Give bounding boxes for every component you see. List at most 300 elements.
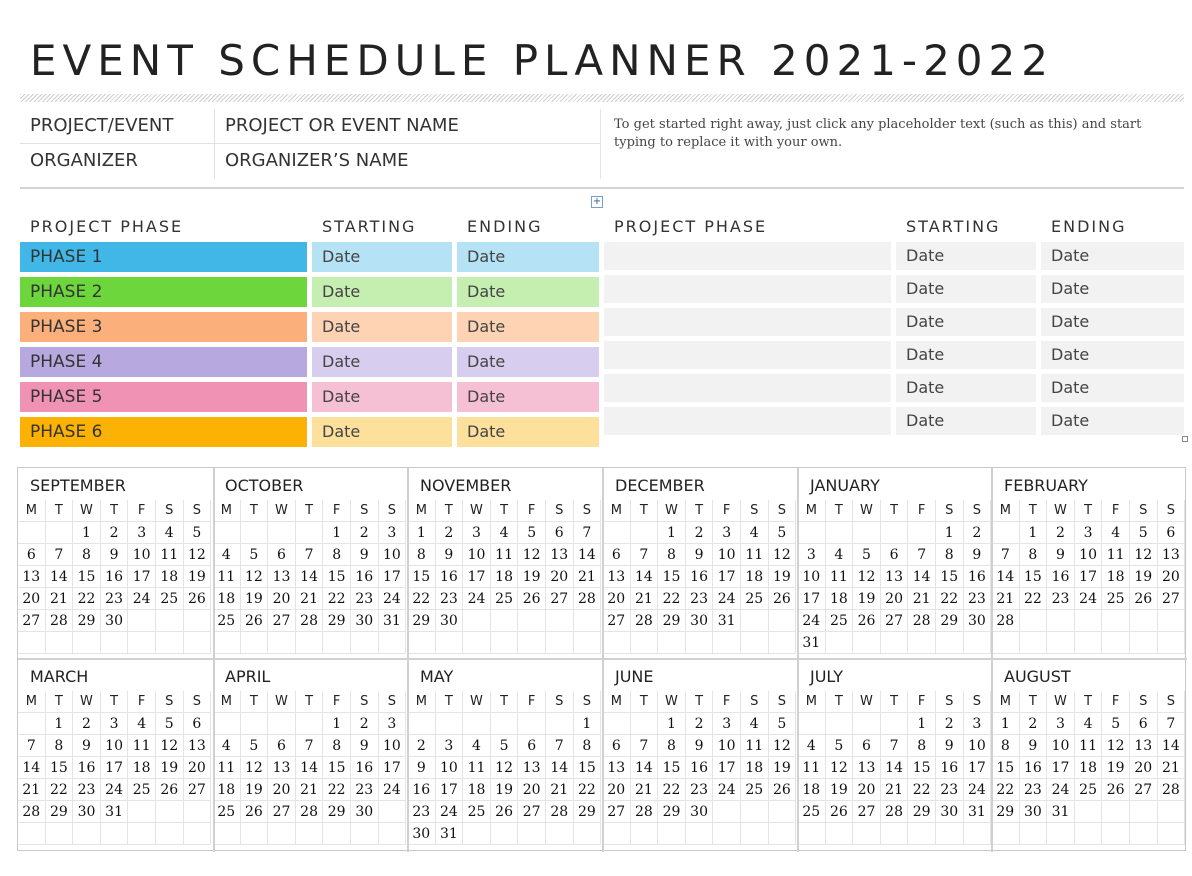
day-cell[interactable]: 11 — [798, 757, 826, 779]
day-cell[interactable]: 9 — [686, 544, 714, 566]
organizer-name-field[interactable]: ORGANIZER’S NAME — [225, 150, 409, 171]
day-cell[interactable]: 9 — [1020, 735, 1048, 757]
day-cell[interactable]: 10 — [436, 757, 464, 779]
left_table-row-4-start[interactable]: Date — [312, 347, 452, 377]
empty-day-cell[interactable] — [491, 823, 519, 845]
day-cell[interactable]: 26 — [491, 801, 519, 823]
day-cell[interactable]: 9 — [964, 544, 992, 566]
day-cell[interactable]: 22 — [46, 779, 74, 801]
day-cell[interactable]: 19 — [156, 757, 184, 779]
day-cell[interactable]: 21 — [631, 588, 659, 610]
empty-day-cell[interactable] — [128, 823, 156, 845]
day-cell[interactable]: 21 — [574, 566, 602, 588]
empty-day-cell[interactable] — [46, 522, 74, 544]
day-cell[interactable]: 6 — [268, 544, 296, 566]
project-name-field[interactable]: PROJECT OR EVENT NAME — [225, 115, 459, 136]
day-cell[interactable]: 30 — [408, 823, 436, 845]
day-cell[interactable]: 4 — [1075, 713, 1103, 735]
day-cell[interactable]: 21 — [296, 588, 324, 610]
empty-day-cell[interactable] — [184, 610, 212, 632]
day-cell[interactable]: 29 — [658, 801, 686, 823]
empty-day-cell[interactable] — [964, 632, 992, 654]
empty-day-cell[interactable] — [268, 632, 296, 654]
day-cell[interactable]: 26 — [826, 801, 854, 823]
day-cell[interactable]: 26 — [853, 610, 881, 632]
empty-day-cell[interactable] — [1130, 632, 1158, 654]
empty-day-cell[interactable] — [491, 632, 519, 654]
day-cell[interactable]: 7 — [992, 544, 1020, 566]
day-cell[interactable]: 22 — [408, 588, 436, 610]
day-cell[interactable]: 25 — [741, 588, 769, 610]
empty-day-cell[interactable] — [18, 522, 46, 544]
day-cell[interactable]: 1 — [936, 522, 964, 544]
empty-day-cell[interactable] — [156, 801, 184, 823]
day-cell[interactable]: 17 — [964, 757, 992, 779]
day-cell[interactable]: 16 — [1020, 757, 1048, 779]
day-cell[interactable]: 6 — [518, 735, 546, 757]
day-cell[interactable]: 20 — [268, 779, 296, 801]
right_table-row-2-start[interactable]: Date — [896, 275, 1036, 303]
day-cell[interactable]: 20 — [546, 566, 574, 588]
empty-day-cell[interactable] — [213, 823, 241, 845]
day-cell[interactable]: 13 — [546, 544, 574, 566]
left_table-row-6-start[interactable]: Date — [312, 417, 452, 447]
day-cell[interactable]: 7 — [18, 735, 46, 757]
day-cell[interactable]: 16 — [101, 566, 129, 588]
day-cell[interactable]: 18 — [491, 566, 519, 588]
day-cell[interactable]: 16 — [408, 779, 436, 801]
day-cell[interactable]: 29 — [992, 801, 1020, 823]
day-cell[interactable]: 7 — [46, 544, 74, 566]
day-cell[interactable]: 2 — [101, 522, 129, 544]
day-cell[interactable]: 1 — [908, 713, 936, 735]
empty-day-cell[interactable] — [713, 632, 741, 654]
empty-day-cell[interactable] — [518, 632, 546, 654]
day-cell[interactable]: 18 — [1102, 566, 1130, 588]
empty-day-cell[interactable] — [574, 632, 602, 654]
day-cell[interactable]: 31 — [713, 610, 741, 632]
day-cell[interactable]: 22 — [574, 779, 602, 801]
day-cell[interactable]: 31 — [101, 801, 129, 823]
left_table-row-5-end[interactable]: Date — [457, 382, 599, 412]
empty-day-cell[interactable] — [351, 632, 379, 654]
day-cell[interactable]: 18 — [741, 757, 769, 779]
empty-day-cell[interactable] — [241, 713, 269, 735]
day-cell[interactable]: 8 — [46, 735, 74, 757]
empty-day-cell[interactable] — [658, 823, 686, 845]
day-cell[interactable]: 12 — [184, 544, 212, 566]
day-cell[interactable]: 13 — [1158, 544, 1186, 566]
empty-day-cell[interactable] — [463, 632, 491, 654]
day-cell[interactable]: 2 — [351, 522, 379, 544]
day-cell[interactable]: 5 — [241, 735, 269, 757]
left_table-row-5-phase[interactable]: PHASE 5 — [20, 382, 307, 412]
empty-day-cell[interactable] — [936, 823, 964, 845]
day-cell[interactable]: 4 — [491, 522, 519, 544]
day-cell[interactable]: 5 — [769, 522, 797, 544]
day-cell[interactable]: 18 — [826, 588, 854, 610]
day-cell[interactable]: 14 — [631, 566, 659, 588]
day-cell[interactable]: 9 — [73, 735, 101, 757]
day-cell[interactable]: 9 — [101, 544, 129, 566]
empty-day-cell[interactable] — [798, 713, 826, 735]
day-cell[interactable]: 5 — [769, 713, 797, 735]
day-cell[interactable]: 3 — [436, 735, 464, 757]
day-cell[interactable]: 30 — [436, 610, 464, 632]
right_table-row-4-start[interactable]: Date — [896, 341, 1036, 369]
left_table-row-1-phase[interactable]: PHASE 1 — [20, 242, 307, 272]
day-cell[interactable]: 30 — [351, 610, 379, 632]
day-cell[interactable]: 12 — [853, 566, 881, 588]
day-cell[interactable]: 28 — [546, 801, 574, 823]
day-cell[interactable]: 6 — [18, 544, 46, 566]
day-cell[interactable]: 28 — [296, 610, 324, 632]
day-cell[interactable]: 21 — [881, 779, 909, 801]
empty-day-cell[interactable] — [769, 801, 797, 823]
day-cell[interactable]: 7 — [908, 544, 936, 566]
empty-day-cell[interactable] — [853, 823, 881, 845]
empty-day-cell[interactable] — [881, 823, 909, 845]
right_table-row-5-phase[interactable] — [604, 374, 891, 402]
day-cell[interactable]: 10 — [1075, 544, 1103, 566]
day-cell[interactable]: 14 — [18, 757, 46, 779]
day-cell[interactable]: 20 — [184, 757, 212, 779]
empty-day-cell[interactable] — [713, 801, 741, 823]
empty-day-cell[interactable] — [1047, 610, 1075, 632]
empty-day-cell[interactable] — [18, 823, 46, 845]
day-cell[interactable]: 19 — [853, 588, 881, 610]
empty-day-cell[interactable] — [1158, 610, 1186, 632]
day-cell[interactable]: 29 — [323, 801, 351, 823]
day-cell[interactable]: 5 — [1102, 713, 1130, 735]
empty-day-cell[interactable] — [379, 632, 407, 654]
right_table-row-6-phase[interactable] — [604, 407, 891, 435]
day-cell[interactable]: 2 — [436, 522, 464, 544]
day-cell[interactable]: 18 — [741, 566, 769, 588]
day-cell[interactable]: 26 — [156, 779, 184, 801]
day-cell[interactable]: 7 — [546, 735, 574, 757]
day-cell[interactable]: 3 — [964, 713, 992, 735]
day-cell[interactable]: 5 — [241, 544, 269, 566]
day-cell[interactable]: 23 — [686, 779, 714, 801]
day-cell[interactable]: 15 — [574, 757, 602, 779]
day-cell[interactable]: 12 — [518, 544, 546, 566]
day-cell[interactable]: 11 — [491, 544, 519, 566]
day-cell[interactable]: 9 — [686, 735, 714, 757]
day-cell[interactable]: 26 — [769, 588, 797, 610]
empty-day-cell[interactable] — [351, 823, 379, 845]
day-cell[interactable]: 27 — [881, 610, 909, 632]
day-cell[interactable]: 2 — [1020, 713, 1048, 735]
day-cell[interactable]: 13 — [268, 566, 296, 588]
empty-day-cell[interactable] — [128, 632, 156, 654]
empty-day-cell[interactable] — [741, 632, 769, 654]
empty-day-cell[interactable] — [798, 823, 826, 845]
empty-day-cell[interactable] — [686, 823, 714, 845]
day-cell[interactable]: 5 — [491, 735, 519, 757]
day-cell[interactable]: 12 — [1102, 735, 1130, 757]
day-cell[interactable]: 25 — [741, 779, 769, 801]
day-cell[interactable]: 21 — [908, 588, 936, 610]
empty-day-cell[interactable] — [992, 522, 1020, 544]
empty-day-cell[interactable] — [658, 632, 686, 654]
day-cell[interactable]: 21 — [296, 779, 324, 801]
empty-day-cell[interactable] — [964, 823, 992, 845]
day-cell[interactable]: 6 — [881, 544, 909, 566]
empty-day-cell[interactable] — [603, 823, 631, 845]
day-cell[interactable]: 23 — [936, 779, 964, 801]
day-cell[interactable]: 28 — [18, 801, 46, 823]
day-cell[interactable]: 2 — [1047, 522, 1075, 544]
empty-day-cell[interactable] — [908, 522, 936, 544]
day-cell[interactable]: 30 — [101, 610, 129, 632]
day-cell[interactable]: 26 — [184, 588, 212, 610]
day-cell[interactable]: 8 — [574, 735, 602, 757]
empty-day-cell[interactable] — [1047, 632, 1075, 654]
empty-day-cell[interactable] — [1075, 823, 1103, 845]
day-cell[interactable]: 14 — [908, 566, 936, 588]
day-cell[interactable]: 2 — [686, 713, 714, 735]
day-cell[interactable]: 29 — [73, 610, 101, 632]
empty-day-cell[interactable] — [73, 823, 101, 845]
day-cell[interactable]: 25 — [798, 801, 826, 823]
day-cell[interactable]: 6 — [1130, 713, 1158, 735]
empty-day-cell[interactable] — [686, 632, 714, 654]
day-cell[interactable]: 31 — [436, 823, 464, 845]
day-cell[interactable]: 8 — [936, 544, 964, 566]
empty-day-cell[interactable] — [603, 522, 631, 544]
day-cell[interactable]: 7 — [631, 735, 659, 757]
day-cell[interactable]: 8 — [1020, 544, 1048, 566]
empty-day-cell[interactable] — [436, 632, 464, 654]
day-cell[interactable]: 20 — [1158, 566, 1186, 588]
empty-day-cell[interactable] — [463, 823, 491, 845]
day-cell[interactable]: 12 — [156, 735, 184, 757]
day-cell[interactable]: 30 — [686, 801, 714, 823]
right_table-row-4-phase[interactable] — [604, 341, 891, 369]
day-cell[interactable]: 20 — [853, 779, 881, 801]
day-cell[interactable]: 15 — [658, 566, 686, 588]
day-cell[interactable]: 4 — [213, 735, 241, 757]
day-cell[interactable]: 5 — [518, 522, 546, 544]
day-cell[interactable]: 16 — [1047, 566, 1075, 588]
day-cell[interactable]: 22 — [908, 779, 936, 801]
day-cell[interactable]: 21 — [1158, 757, 1186, 779]
day-cell[interactable]: 2 — [408, 735, 436, 757]
day-cell[interactable]: 17 — [713, 566, 741, 588]
empty-day-cell[interactable] — [518, 713, 546, 735]
right_table-row-3-start[interactable]: Date — [896, 308, 1036, 336]
day-cell[interactable]: 9 — [351, 735, 379, 757]
day-cell[interactable]: 10 — [101, 735, 129, 757]
day-cell[interactable]: 1 — [73, 522, 101, 544]
day-cell[interactable]: 18 — [156, 566, 184, 588]
day-cell[interactable]: 22 — [323, 588, 351, 610]
day-cell[interactable]: 22 — [936, 588, 964, 610]
day-cell[interactable]: 19 — [769, 566, 797, 588]
day-cell[interactable]: 23 — [408, 801, 436, 823]
day-cell[interactable]: 14 — [296, 757, 324, 779]
empty-day-cell[interactable] — [213, 632, 241, 654]
day-cell[interactable]: 15 — [323, 757, 351, 779]
day-cell[interactable]: 29 — [323, 610, 351, 632]
day-cell[interactable]: 12 — [491, 757, 519, 779]
empty-day-cell[interactable] — [881, 522, 909, 544]
table-move-handle-icon[interactable]: + — [592, 196, 602, 207]
day-cell[interactable]: 23 — [1020, 779, 1048, 801]
empty-day-cell[interactable] — [296, 713, 324, 735]
day-cell[interactable]: 3 — [101, 713, 129, 735]
empty-day-cell[interactable] — [73, 632, 101, 654]
day-cell[interactable]: 6 — [268, 735, 296, 757]
day-cell[interactable]: 19 — [1102, 757, 1130, 779]
day-cell[interactable]: 4 — [741, 522, 769, 544]
right_table-row-3-phase[interactable] — [604, 308, 891, 336]
empty-day-cell[interactable] — [769, 823, 797, 845]
day-cell[interactable]: 30 — [686, 610, 714, 632]
day-cell[interactable]: 4 — [156, 522, 184, 544]
day-cell[interactable]: 6 — [1158, 522, 1186, 544]
day-cell[interactable]: 28 — [881, 801, 909, 823]
day-cell[interactable]: 24 — [713, 779, 741, 801]
left_table-row-2-end[interactable]: Date — [457, 277, 599, 307]
day-cell[interactable]: 9 — [936, 735, 964, 757]
empty-day-cell[interactable] — [46, 632, 74, 654]
empty-day-cell[interactable] — [853, 713, 881, 735]
day-cell[interactable]: 20 — [881, 588, 909, 610]
day-cell[interactable]: 19 — [241, 779, 269, 801]
day-cell[interactable]: 4 — [826, 544, 854, 566]
empty-day-cell[interactable] — [826, 522, 854, 544]
day-cell[interactable]: 21 — [546, 779, 574, 801]
left_table-row-2-phase[interactable]: PHASE 2 — [20, 277, 307, 307]
empty-day-cell[interactable] — [268, 522, 296, 544]
right_table-row-5-end[interactable]: Date — [1041, 374, 1184, 402]
day-cell[interactable]: 15 — [73, 566, 101, 588]
empty-day-cell[interactable] — [379, 801, 407, 823]
day-cell[interactable]: 16 — [936, 757, 964, 779]
day-cell[interactable]: 7 — [296, 544, 324, 566]
day-cell[interactable]: 11 — [213, 757, 241, 779]
day-cell[interactable]: 29 — [574, 801, 602, 823]
day-cell[interactable]: 27 — [1130, 779, 1158, 801]
day-cell[interactable]: 12 — [826, 757, 854, 779]
right_table-row-5-start[interactable]: Date — [896, 374, 1036, 402]
day-cell[interactable]: 15 — [908, 757, 936, 779]
empty-day-cell[interactable] — [518, 823, 546, 845]
day-cell[interactable]: 20 — [518, 779, 546, 801]
day-cell[interactable]: 24 — [1075, 588, 1103, 610]
day-cell[interactable]: 17 — [379, 757, 407, 779]
day-cell[interactable]: 26 — [1102, 779, 1130, 801]
day-cell[interactable]: 22 — [992, 779, 1020, 801]
empty-day-cell[interactable] — [853, 522, 881, 544]
day-cell[interactable]: 27 — [184, 779, 212, 801]
day-cell[interactable]: 31 — [379, 610, 407, 632]
day-cell[interactable]: 23 — [686, 588, 714, 610]
day-cell[interactable]: 10 — [713, 544, 741, 566]
empty-day-cell[interactable] — [1075, 801, 1103, 823]
day-cell[interactable]: 1 — [323, 522, 351, 544]
day-cell[interactable]: 17 — [436, 779, 464, 801]
left_table-row-6-phase[interactable]: PHASE 6 — [20, 417, 307, 447]
empty-day-cell[interactable] — [408, 632, 436, 654]
day-cell[interactable]: 22 — [323, 779, 351, 801]
empty-day-cell[interactable] — [268, 823, 296, 845]
day-cell[interactable]: 3 — [1047, 713, 1075, 735]
empty-day-cell[interactable] — [769, 632, 797, 654]
empty-day-cell[interactable] — [128, 801, 156, 823]
empty-day-cell[interactable] — [241, 632, 269, 654]
day-cell[interactable]: 27 — [268, 610, 296, 632]
empty-day-cell[interactable] — [1130, 610, 1158, 632]
day-cell[interactable]: 6 — [603, 735, 631, 757]
day-cell[interactable]: 3 — [379, 522, 407, 544]
right_table-row-6-end[interactable]: Date — [1041, 407, 1184, 435]
day-cell[interactable]: 7 — [296, 735, 324, 757]
day-cell[interactable]: 12 — [241, 757, 269, 779]
empty-day-cell[interactable] — [1075, 632, 1103, 654]
day-cell[interactable]: 25 — [1102, 588, 1130, 610]
empty-day-cell[interactable] — [18, 632, 46, 654]
day-cell[interactable]: 8 — [323, 735, 351, 757]
day-cell[interactable]: 25 — [826, 610, 854, 632]
day-cell[interactable]: 9 — [436, 544, 464, 566]
empty-day-cell[interactable] — [101, 632, 129, 654]
day-cell[interactable]: 17 — [1047, 757, 1075, 779]
day-cell[interactable]: 10 — [964, 735, 992, 757]
day-cell[interactable]: 8 — [658, 544, 686, 566]
day-cell[interactable]: 2 — [351, 713, 379, 735]
day-cell[interactable]: 7 — [881, 735, 909, 757]
day-cell[interactable]: 27 — [853, 801, 881, 823]
day-cell[interactable]: 8 — [908, 735, 936, 757]
left_table-row-3-phase[interactable]: PHASE 3 — [20, 312, 307, 342]
empty-day-cell[interactable] — [156, 823, 184, 845]
empty-day-cell[interactable] — [213, 713, 241, 735]
day-cell[interactable]: 19 — [491, 779, 519, 801]
empty-day-cell[interactable] — [881, 632, 909, 654]
day-cell[interactable]: 24 — [964, 779, 992, 801]
empty-day-cell[interactable] — [1158, 632, 1186, 654]
empty-day-cell[interactable] — [826, 632, 854, 654]
day-cell[interactable]: 17 — [128, 566, 156, 588]
day-cell[interactable]: 9 — [408, 757, 436, 779]
day-cell[interactable]: 20 — [268, 588, 296, 610]
day-cell[interactable]: 6 — [184, 713, 212, 735]
empty-day-cell[interactable] — [992, 823, 1020, 845]
empty-day-cell[interactable] — [546, 823, 574, 845]
day-cell[interactable]: 10 — [379, 544, 407, 566]
day-cell[interactable]: 13 — [518, 757, 546, 779]
day-cell[interactable]: 14 — [546, 757, 574, 779]
day-cell[interactable]: 17 — [1075, 566, 1103, 588]
empty-day-cell[interactable] — [46, 823, 74, 845]
day-cell[interactable]: 15 — [992, 757, 1020, 779]
day-cell[interactable]: 18 — [1075, 757, 1103, 779]
day-cell[interactable]: 28 — [992, 610, 1020, 632]
day-cell[interactable]: 11 — [463, 757, 491, 779]
right_table-row-2-phase[interactable] — [604, 275, 891, 303]
empty-day-cell[interactable] — [1130, 801, 1158, 823]
day-cell[interactable]: 1 — [658, 522, 686, 544]
day-cell[interactable]: 17 — [798, 588, 826, 610]
empty-day-cell[interactable] — [101, 823, 129, 845]
empty-day-cell[interactable] — [798, 522, 826, 544]
empty-day-cell[interactable] — [296, 632, 324, 654]
empty-day-cell[interactable] — [741, 610, 769, 632]
empty-day-cell[interactable] — [546, 610, 574, 632]
